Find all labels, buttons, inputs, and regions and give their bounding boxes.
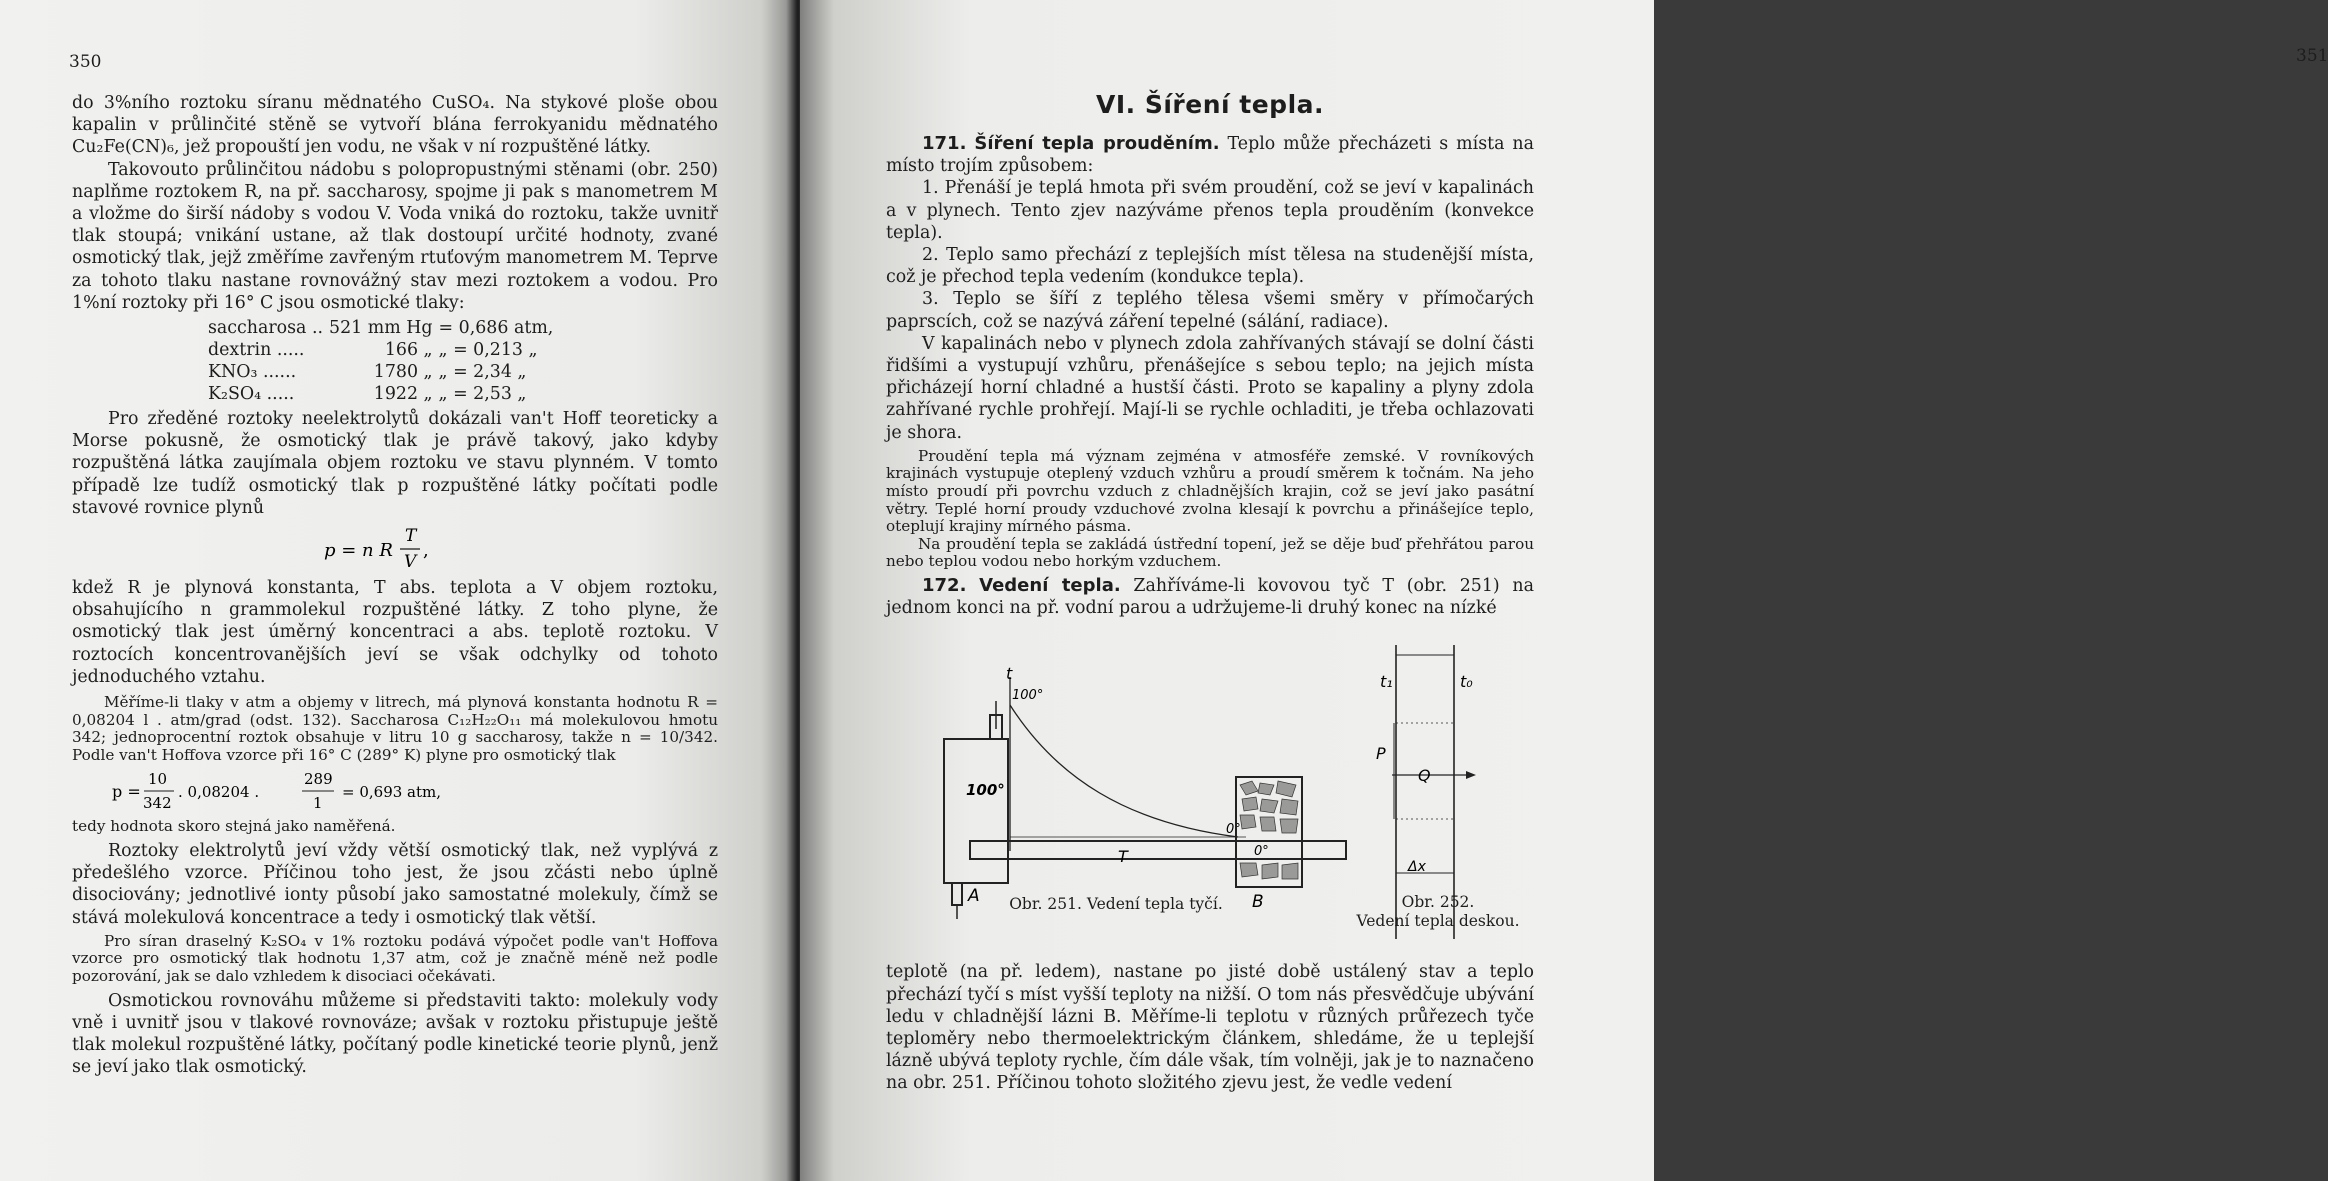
section-171-number: 171.: [922, 133, 967, 154]
paragraph-gas-constant: kdež R je plynová konstanta, T abs. teplota a V objem roztoku, obsahujícího n grammolekul rozpuštěné látky. Z toho plyne, že osmotický tlak jest úměrný koncentraci a abs. teplotě roztoku. V roztocích koncentrovanějších jeví se však odchylky od tohoto jednoduchého vztahu.: [72, 578, 718, 687]
figure-251-caption: Obr. 251. Vedení tepla tyčí.: [1009, 895, 1223, 914]
label-Q: Q: [1418, 766, 1431, 786]
paragraph-calculation: Měříme-li tlaky v atm a objemy v litrech, má plynová konstanta hodnotu R = 0,08204 l . atm/grad (odst. 132). Saccharosa C₁₂H₂₂O₁₁ má molekulovou hmotu 342; jednoprocentní roztok obsahuje v litru 10 g saccharosy, takže n = 10/342. Podle van't Hoffova vzorce při 16° C (289° K) plyne pro osmotický tlak: [72, 693, 718, 764]
label-100: 100°: [966, 781, 1005, 800]
list-item-convection: 1. Přenáší je teplá hmota při svém proudění, což se jeví v kapalinách a v plynech. Tento zjev nazýváme přenos tepla prouděním (konvekce tepla).: [886, 178, 1534, 243]
pressure-row: [208, 361, 559, 383]
eq2-result: = 0,693 atm,: [342, 783, 442, 802]
pressure-cell-mm: 521 mm Hg: [329, 318, 433, 339]
chapter-title: VI. Šíření tepla.: [1095, 90, 1325, 119]
pressure-row: [208, 317, 559, 339]
label-A: A: [968, 886, 980, 907]
paragraph-liquids-gases: V kapalinách nebo v plynech zdola zahřívaných stávají se dolní části řidšími a vystupují vzhůru, přenášejíce s sebou teplo; na jejich místa přicházejí horní chladné a hustší části. Proto se kapaliny a plyny zdola zahřívané rychle prohřejí. Mají-li se rychle ochladiti, je třeba ochlazovati je shora.: [886, 333, 1534, 443]
label-t0: t₀: [1460, 672, 1473, 692]
paragraph-steady-state: teplotě (na př. ledem), nastane po jisté době ustálený stav a teplo přechází tyčí s míst vyšší teploty na nižší. O tom nás přesvědčuje ubývání ledu v chladnější lázni B. Měříme-li teplotu v různých průřezech tyče teploměry nebo thermoelektrickým článkem, shledáme, že u teplejší lázně ubývá teploty rychle, čím dále však, tím volněji, jak je to naznačeno na obr. 251. Příčinou tohoto složitého zjevu jest, že vedle vedení: [886, 962, 1534, 1094]
paragraph-atmosphere: Proudění tepla má význam zejména v atmosféře zemské. V rovníkových krajinách vystupuje oteplený vzduch vzhůru a proudí směrem k točnám. Na jeho místo proudí při povrchu vzduch z chladnějších krajin, což se jeví jako pasátní větry. Teplé horní proudy vzduchové zvolna klesají k povrchu a přinášejíce teplo, oteplují krajiny mírného pásma.: [886, 446, 1534, 536]
pressure-cell-atm: „ = 2,34 „: [438, 362, 527, 383]
pressure-cell-mm: 1780 „: [373, 362, 433, 383]
pressure-row: [208, 339, 559, 361]
section-172-title: Vedení tepla.: [979, 575, 1121, 596]
paragraph-k2so4: Pro síran draselný K₂SO₄ v 1% roztoku podává výpočet podle van't Hoffova vzorce pro osmotický tlak hodnotu 1,37 atm, což je značně méně než podle pozorování, jak se dalo vzhledem k disociaci očekávati.: [72, 931, 718, 986]
paragraph-central-heating: Na proudění tepla se zakládá ústřední topení, jež se děje buď přehřátou parou nebo teplou vodou nebo horkým vzduchem.: [886, 534, 1534, 571]
label-0-curve: 0°: [1226, 822, 1241, 838]
equation-state-svg: [72, 523, 718, 571]
list-item-radiation: 3. Teplo se šíří z teplého tělesa všemi směry v přímočarých paprscích, což se nazývá záření tepelné (sálání, radiace).: [886, 289, 1534, 332]
pressure-cell-atm: „ = 2,53 „: [438, 384, 527, 405]
paragraph-osmotic-equilibrium: Osmotickou rovnováhu můžeme si představiti takto: molekuly vody vně i uvnitř jsou v tlakové rovnováze; avšak v roztoku přistupuje ještě tlak molekul rozpuštěné látky, počítaný podle kinetické teorie plynů, jenž se jeví jako tlak osmotický.: [72, 990, 718, 1078]
label-dx: Δx: [1408, 859, 1426, 876]
paragraph-cuso4: do 3%ního roztoku síranu mědnatého CuSO₄. Na stykové ploše obou kapalin v průlinčité stěně se vytvoří blána ferrokyanidu mědnatého Cu₂Fe(CN)₆, jež propouští jen vodu, ne však v ní rozpuštěné látky.: [72, 93, 718, 158]
pressure-cell-name: KNO₃ ......: [208, 362, 297, 383]
eq1-numerator: T: [405, 526, 417, 547]
figure-area: [886, 627, 1534, 949]
eq2-p: p =: [112, 782, 141, 802]
figure-252-caption-2: Vedení tepla deskou.: [1356, 912, 1520, 931]
pressure-row: [208, 383, 559, 405]
label-P: P: [1376, 744, 1386, 764]
left-column: [72, 92, 718, 1078]
eq2-den2: 1: [313, 794, 323, 813]
eq2-num1: 10: [148, 770, 168, 789]
paragraph-electrolytes: Roztoky elektrolytů jeví vždy větší osmotický tlak, než vyplývá z předešlého vzorce. Příčinou toho jest, že jsou zčásti nebo úplně disociovány; jednotlivé ionty působí jako samostatné molekuly, čímž se stává molekulová koncentrace a tedy i osmotický tlak větší.: [72, 841, 718, 928]
label-100-top: 100°: [1012, 688, 1044, 704]
label-t: t: [1006, 664, 1013, 684]
label-B: B: [1252, 892, 1264, 913]
equation-state: [72, 523, 718, 571]
paragraph-measured: tedy hodnota skoro stejná jako naměřená.: [72, 817, 396, 836]
pressure-cell-name: K₂SO₄ .....: [208, 384, 295, 405]
eq2-mid: . 0,08204 .: [178, 783, 260, 802]
rod: [970, 841, 1346, 859]
figure-252-caption-1: Obr. 252.: [1401, 893, 1475, 912]
eq2-den1: 342: [143, 794, 172, 813]
equation-calculation-svg: [72, 768, 718, 814]
eq2-num2: 289: [304, 770, 333, 789]
paragraph-vant-hoff: Pro zředěné roztoky neelektrolytů dokázali van't Hoff teoreticky a Morse pokusně, že osmotický tlak je právě takový, jako kdyby rozpuštěná látka zaujímala objem roztoku ve stavu plynném. V tomto případě lze tudíž osmotický tlak p rozpuštěné látky počítati podle stavové rovnice plynů: [72, 409, 718, 518]
eq1-tail: ,: [423, 540, 429, 562]
eq1-denominator: V: [404, 552, 417, 573]
section-171: [886, 133, 1534, 177]
section-171-title: Šíření tepla prouděním.: [974, 133, 1220, 154]
list-item-conduction: 2. Teplo samo přechází z teplejších míst tělesa na studenější místa, což je přechod tepla vedením (kondukce tepla).: [886, 245, 1534, 288]
equation-calculation: [72, 768, 718, 814]
section-172: [886, 575, 1534, 619]
paragraph-osmotic-pressure: Takovouto průlinčitou nádobu s polopropustnými stěnami (obr. 250) naplňme roztokem R, na př. saccharosy, spojme ji pak s manometrem M a vložme do širší nádoby s vodou V. Voda vniká do roztoku, takže uvnitř tlak stoupá; vnikání ustane, až tlak dostoupí určité hodnoty, zvané osmotický tlak, jejž změříme zavřeným rtuťovým manometrem M. Teprve za tohoto tlaku nastane rovnovážný stav mezi roztokem a vodou. Pro 1%ní roztoky při 16° C jsou osmotické tlaky:: [72, 159, 718, 313]
pressure-cell-atm: „ = 0,213 „: [438, 340, 538, 361]
section-172-number: 172.: [922, 575, 967, 596]
pressure-cell-mm: 166 „: [384, 340, 433, 361]
osmotic-pressure-table: [208, 317, 559, 405]
ice-texture: [1240, 781, 1298, 879]
temperature-curve: [1010, 705, 1238, 837]
page-number-right: 351: [2296, 46, 2328, 66]
eq1-lhs: p = n R: [324, 540, 393, 562]
label-0-bath: 0°: [1254, 844, 1269, 860]
left-page: [0, 0, 793, 1181]
pressure-cell-mm: 1922 „: [373, 384, 433, 405]
page-number-left: 350: [69, 52, 102, 72]
heater-box: [944, 739, 1008, 883]
pressure-cell-name: dextrin .....: [208, 340, 305, 361]
pressure-cell-atm: = 0,686 atm,: [438, 318, 554, 339]
label-t1: t₁: [1380, 672, 1393, 692]
heat-flow-arrowhead: [1466, 771, 1476, 779]
label-T: T: [1118, 847, 1128, 867]
section-171-text: Teplo může přecházeti s místa na místo trojím způsobem:: [886, 134, 1534, 177]
pressure-cell-name: saccharosa ..: [208, 318, 324, 339]
right-column: [886, 90, 1534, 1095]
section-172-text: Zahříváme-li kovovou tyč T (obr. 251) na jednom konci na př. vodní parou a udržujeme-li druhý konec na nízké: [886, 576, 1535, 619]
